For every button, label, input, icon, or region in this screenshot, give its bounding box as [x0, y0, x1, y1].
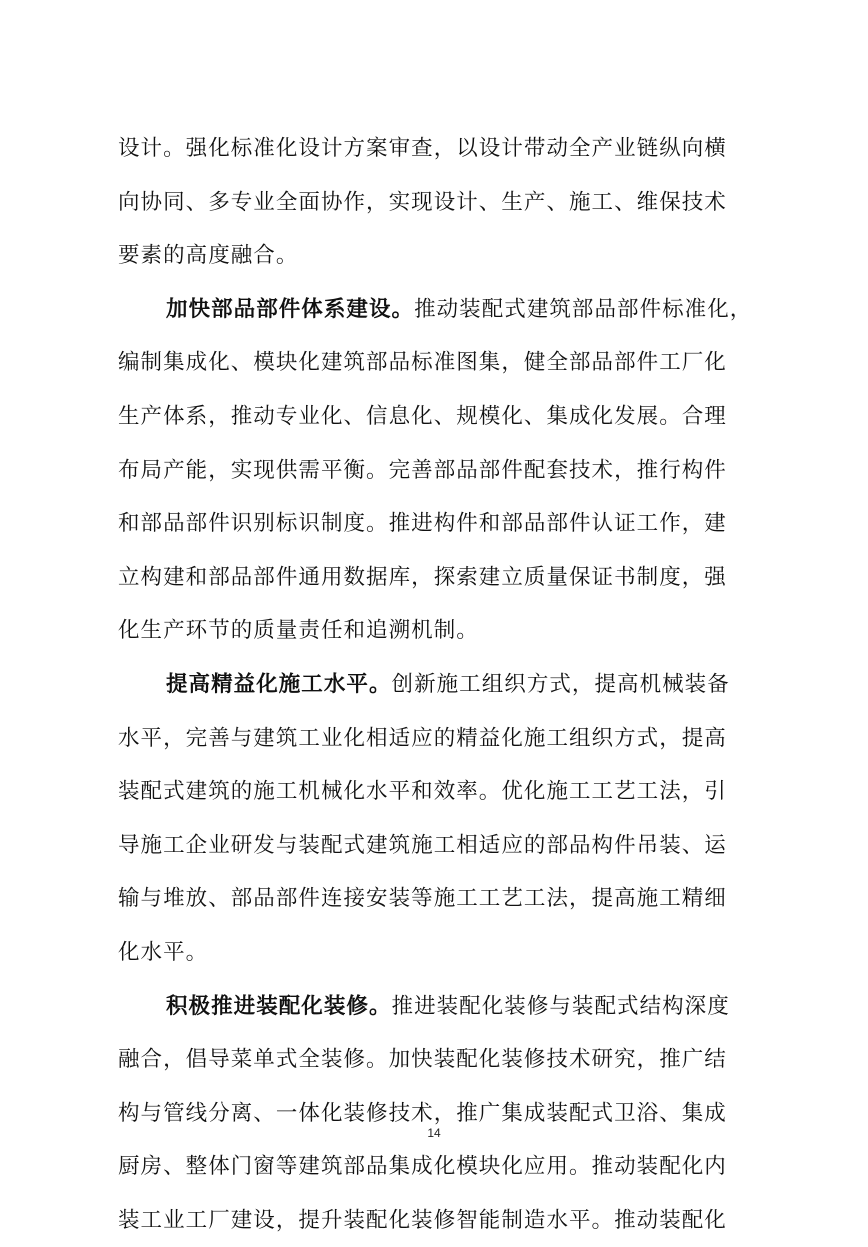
text-line: 要素的高度融合。	[118, 243, 299, 269]
text-line: 布局产能，实现供需平衡。完善部品部件配套技术，推行构件	[118, 457, 727, 483]
text-line: 水平，完善与建筑工业化相适应的精益化施工组织方式，提高	[118, 725, 727, 751]
text-line: 立构建和部品部件通用数据库，探索建立质量保证书制度，强	[118, 564, 727, 590]
body-text	[118, 122, 758, 1247]
text-line: 设计。强化标准化设计方案审查，以设计带动全产业链纵向横	[118, 136, 727, 161]
text-line: 装工业工厂建设，提升装配化装修智能制造水平。推动装配化	[118, 1207, 727, 1233]
section-heading: 积极推进装配化装修。	[166, 993, 392, 1019]
section-heading: 加快部品部件体系建设。	[166, 296, 415, 322]
text-line: 导施工企业研发与装配式建筑施工相适应的部品构件吊装、运	[118, 832, 727, 858]
text-line: 编制集成化、模块化建筑部品标准图集，健全部品部件工厂化	[118, 350, 727, 376]
text-line: 化生产环节的质量责任和追溯机制。	[118, 618, 479, 644]
text-run: 推进装配化装修与装配式结构深度	[391, 993, 730, 1019]
text-run: 推动装配式建筑部品部件标准化，	[414, 296, 753, 322]
paragraph-first-line	[118, 658, 758, 712]
text-line: 和部品部件识别标识制度。推进构件和部品部件认证工作，建	[118, 511, 727, 537]
text-line: 厨房、整体门窗等建筑部品集成化模块化应用。推动装配化内	[118, 1154, 727, 1180]
text-line: 构与管线分离、一体化装修技术，推广集成装配式卫浴、集成	[118, 1100, 727, 1126]
text-line: 输与堆放、部品部件连接安装等施工工艺工法，提高施工精细	[118, 886, 727, 912]
text-line: 装配式建筑的施工机械化水平和效率。优化施工工艺工法，引	[118, 779, 727, 805]
section-heading: 提高精益化施工水平。	[166, 671, 392, 697]
text-line: 生产体系，推动专业化、信息化、规模化、集成化发展。合理	[118, 403, 727, 429]
text-line: 向协同、多专业全面协作，实现设计、生产、施工、维保技术	[118, 189, 727, 215]
page-number: 14	[427, 1126, 441, 1140]
text-run: 创新施工组织方式，提高机械装备	[391, 671, 730, 697]
paragraph-first-line	[118, 980, 758, 1034]
paragraph-first-line	[118, 283, 758, 337]
text-line: 化水平。	[118, 939, 209, 965]
text-line: 融合，倡导菜单式全装修。加快装配化装修技术研究，推广结	[118, 1047, 727, 1073]
